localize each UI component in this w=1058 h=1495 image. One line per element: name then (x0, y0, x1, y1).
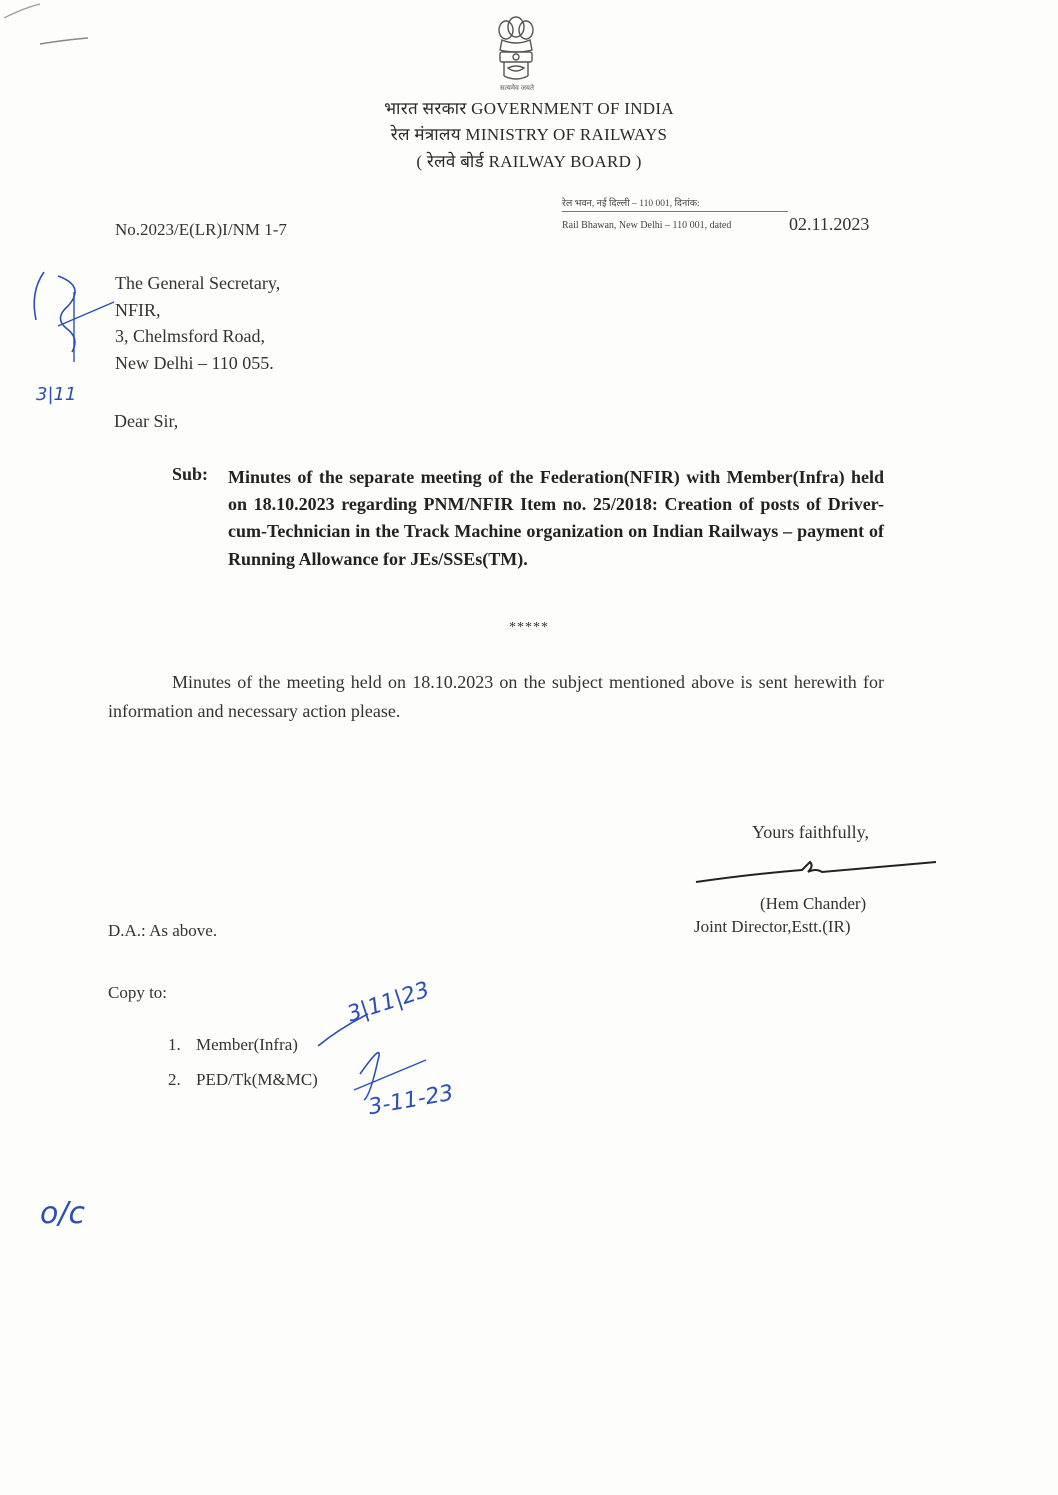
office-address-english: Rail Bhawan, New Delhi – 110 001, dated (562, 220, 732, 231)
addressee-line: The General Secretary, (115, 273, 281, 293)
addressee-line: NFIR, (115, 299, 161, 320)
address-rule (562, 211, 788, 212)
national-emblem-icon (488, 16, 544, 88)
signer-designation: Joint Director,Estt.(IR) (694, 917, 851, 936)
emblem-motto: सत्यमेव जयते (500, 84, 534, 92)
copy-list (168, 1027, 318, 1097)
list-item-label: Member(Infra) (196, 1035, 298, 1054)
separator-stars: ***** (509, 620, 549, 635)
copy-date-note: 3-11-23 (366, 1080, 456, 1121)
subject-text: Minutes of the separate meeting of the Federation(NFIR) with Member(Infra) held on 18.10.2023 regarding PNM/NFIR Item no. 25/2018: Creation of posts of Driver-cum-Technician in the Track Machine organization on Indian Railways – payment of Running Allowance for JEs/SSEs(TM). (228, 467, 884, 569)
header-board: ( रेलवे बोर्ड RAILWAY BOARD ) (416, 152, 642, 171)
body-paragraph: Minutes of the meeting held on 18.10.2023 on the subject mentioned above is sent herewith for information and necessary action please. (108, 672, 884, 721)
signature-icon (692, 848, 938, 888)
closing-phrase: Yours faithfully, (752, 822, 870, 842)
list-item (168, 1027, 318, 1062)
list-item (168, 1062, 318, 1097)
scan-mark-icon (0, 0, 100, 60)
subject-label: Sub: (172, 464, 209, 484)
copy-receipt-note: 3|11|23 (344, 977, 433, 1028)
letter-date: 02.11.2023 (789, 214, 870, 234)
office-address-hindi: रेल भवन, नई दिल्ली – 110 001, दिनांक: (562, 199, 700, 209)
copy-heading: Copy to: (108, 983, 168, 1002)
addressee-line: New Delhi – 110 055. (115, 352, 274, 373)
initials-scribble-icon (28, 262, 118, 372)
list-item-label: PED/Tk(M&MC) (196, 1070, 318, 1089)
enclosure-note: D.A.: As above. (108, 921, 218, 940)
list-item-number: 2. (168, 1070, 181, 1089)
addressee-block (115, 270, 280, 376)
header-government: भारत सरकार GOVERNMENT OF INDIA (384, 99, 674, 118)
addressee-line: 3, Chelmsford Road, (115, 326, 265, 346)
salutation: Dear Sir, (114, 411, 179, 431)
header-ministry: रेल मंत्रालय MINISTRY OF RAILWAYS (390, 125, 668, 144)
signer-name: (Hem Chander) (760, 894, 867, 913)
office-copy-note: o/c (40, 1196, 85, 1231)
list-item-number: 1. (168, 1035, 181, 1054)
file-number: No.2023/E(LR)I/NM 1-7 (115, 220, 287, 239)
margin-date-note: 3|11 (36, 384, 77, 405)
